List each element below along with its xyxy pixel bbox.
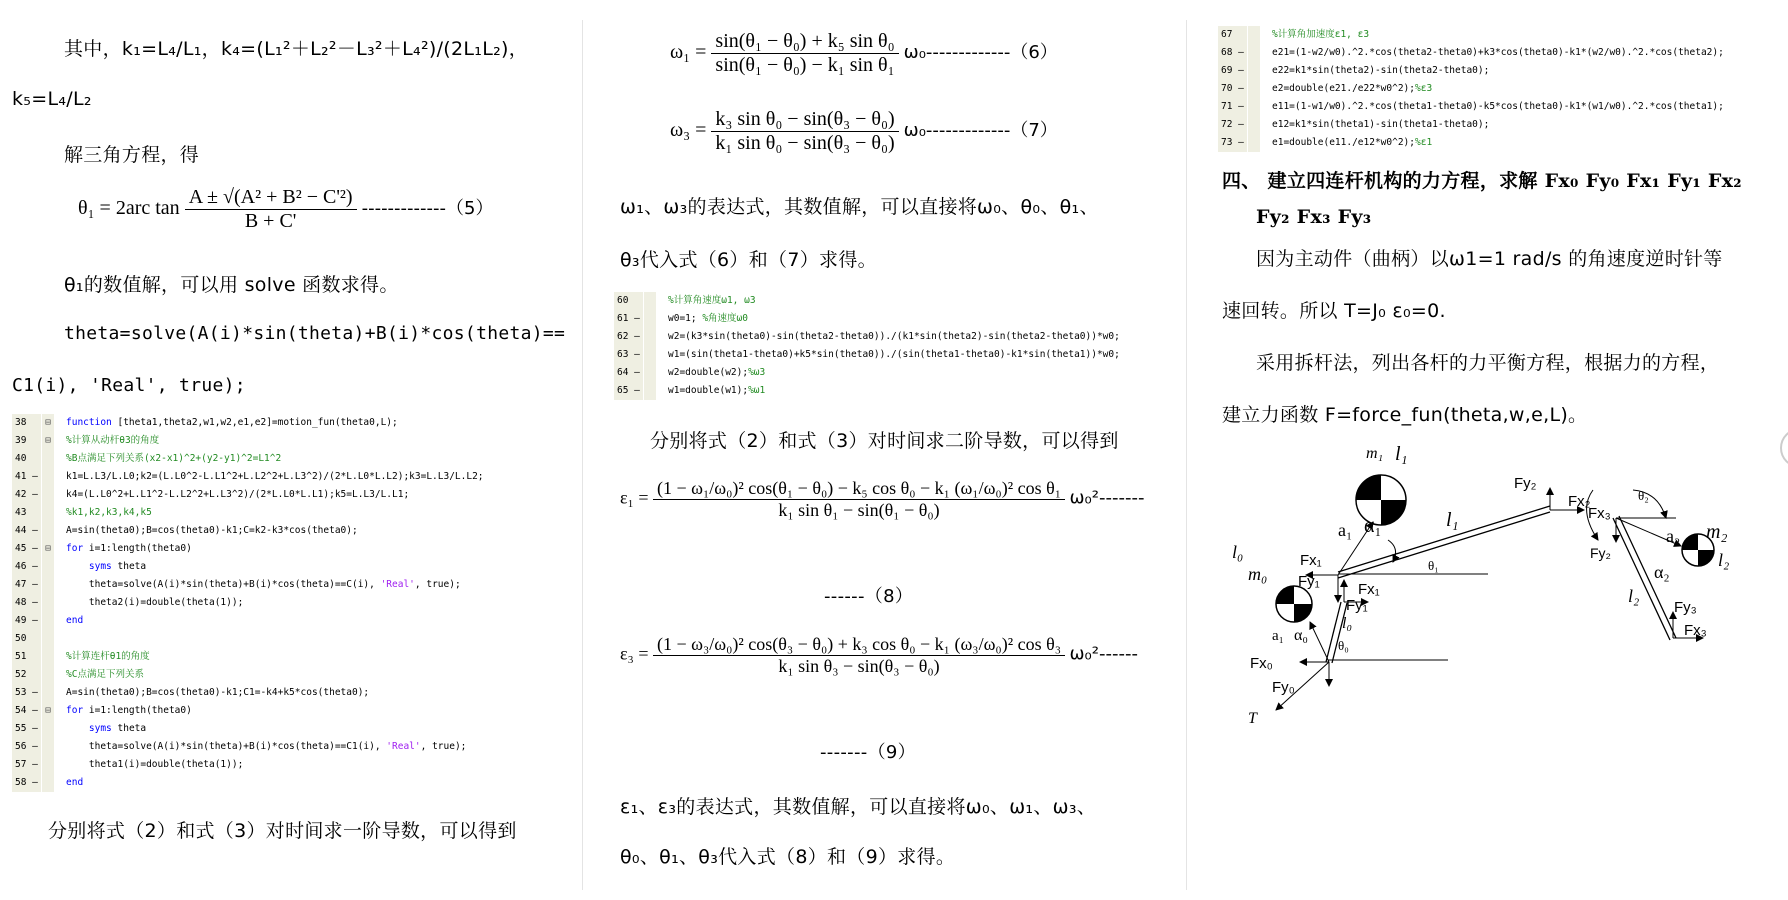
code-text: %计算从动杆θ3的角度 [66,435,160,446]
code-text: %C点满足下列关系 [66,669,144,680]
label-fy1: Fy₁ [1346,597,1368,614]
code-line [1218,80,1748,98]
fold-marker-icon [42,558,54,576]
code-line [12,702,568,720]
line-number: 52 [12,666,41,684]
fold-marker-icon [644,382,656,400]
fold-marker-icon [1248,26,1260,44]
paragraph-omega-substitute: θ₃代入式（6）和（7）求得。 [620,249,877,271]
code-text: for i=1:length(theta0) [66,543,192,554]
code-line [12,432,568,450]
fold-marker-icon[interactable]: ⊟ [42,414,54,432]
equation-8-number: ------（8） [824,586,914,607]
code-line [12,576,568,594]
line-number: 53 – [12,684,41,702]
code-text: A=sin(theta0);B=cos(theta0)-k1;C1=-k4+k5*cos(theta0); [66,687,370,698]
equation-7-lhs: ω₃ = [670,119,707,142]
code-line [1218,98,1748,116]
line-number: 51 [12,648,41,666]
fold-marker-icon [644,310,656,328]
fold-marker-icon [1248,98,1260,116]
line-number: 62 – [614,328,643,346]
label-fy2b: Fy₂ [1590,545,1611,561]
line-number: 43 [12,504,41,522]
code-text: k4=(L.L0^2+L.L1^2-L.L2^2+L.L3^2)/(2*L.L0*L.L1);k5=L.L3/L.L1; [66,489,410,500]
label-fx3: Fx₃ [1588,505,1611,522]
equation-9-numerator: (1 − ω₃/ω₀)² cos(θ₃ − θ₀) + k₃ cos θ₀ − k₁ (ω₃/ω₀)² cos θ₃ [653,634,1065,656]
fold-marker-icon [42,522,54,540]
label-fy3: Fy₃ [1674,599,1697,616]
label-theta0: θ₀ [1338,638,1349,653]
code-line [12,540,568,558]
code-text: theta1(i)=double(theta(1)); [66,759,244,770]
code-text: e1=double(e11./e12*w0^2);%ε1 [1272,137,1433,148]
equation-6-number: ω₀-------------（6） [903,42,1058,64]
line-number: 57 – [12,756,41,774]
code-line [12,468,568,486]
equation-8 [620,478,1144,521]
label-theta2: θ₂ [1638,488,1649,503]
code-text: %计算角速度ω1, ω3 [668,295,756,306]
line-number: 72 – [1218,116,1247,134]
fold-marker-icon [42,774,54,792]
line-number: 69 – [1218,62,1247,80]
fold-marker-icon [42,450,54,468]
code-line [12,684,568,702]
code-text: e21=(1-w2/w0).^2.*cos(theta2-theta0)+k3*cos(theta0)-k1*(w2/w0).^2.*cos(theta2); [1272,47,1724,58]
fold-marker-icon [42,738,54,756]
equation-9 [620,634,1138,677]
fold-marker-icon [42,576,54,594]
line-number: 70 – [1218,80,1247,98]
label-alpha0: α₀ [1294,627,1308,644]
equation-8-denominator: k₁ sin θ₁ − sin(θ₁ − θ₀) [778,500,940,520]
label-theta1: θ₁ [1428,558,1439,573]
label-l1: l₁ [1446,509,1459,531]
code-text: w1=double(w1);%ω1 [668,385,766,396]
code-text: %计算连杆θ1的角度 [66,651,150,662]
fold-marker-icon [644,364,656,382]
fold-marker-icon [42,504,54,522]
line-number: 73 – [1218,134,1247,152]
label-fx1b: Fx₁ [1358,581,1380,598]
label-l0-top: l₀ [1232,542,1244,562]
column-divider [1186,20,1187,890]
section-heading-force-eq: 四、 建立四连杆机构的力方程，求解 Fx₀ Fy₀ Fx₁ Fy₁ Fx₂ [1222,170,1742,192]
code-text: syms theta [88,561,147,572]
code-line [12,738,568,756]
line-number: 55 – [12,720,41,738]
code-text: syms theta [88,723,147,734]
code-text: %计算角加速度ε1, ε3 [1272,29,1370,40]
code-block-angular-accel [1218,26,1748,152]
fold-marker-icon [1248,80,1260,98]
equation-6 [670,30,1058,77]
line-number: 67 [1218,26,1247,44]
fold-marker-icon [644,346,656,364]
code-text: w2=(k3*sin(theta0)-sin(theta2-theta0))./(k1*sin(theta2)-sin(theta2-theta0))*w0; [668,331,1120,342]
line-number: 56 – [12,738,41,756]
label-fy2: Fy₂ [1514,475,1537,492]
fold-marker-icon [42,648,54,666]
paragraph-k5: k₅=L₄/L₂ [12,88,92,110]
equation-7-numerator: k₃ sin θ₀ − sin(θ₃ − θ₀) [711,108,898,132]
fold-marker-icon [42,486,54,504]
paragraph-omega-expr: ω₁、ω₃的表达式，其数值解，可以直接将ω₀、θ₀、θ₁、 [620,196,1099,218]
equation-6-denominator: sin(θ₁ − θ₀) − k₁ sin θ₁ [715,54,895,76]
paragraph-solve-call-cont: C1(i), 'Real', true); [12,375,246,396]
line-number: 54 – [12,702,41,720]
line-number: 45 – [12,540,41,558]
code-block-angular-velocity [614,292,1144,400]
equation-8-numerator: (1 − ω₁/ω₀)² cos(θ₁ − θ₀) − k₅ cos θ₀ − k₁ (ω₁/ω₀)² cos θ₁ [653,478,1065,500]
code-line [1218,116,1748,134]
code-line [12,504,568,522]
line-number: 71 – [1218,98,1247,116]
fold-marker-icon [42,468,54,486]
code-text: for i=1:length(theta0) [66,705,192,716]
paragraph-force-fun: 建立力函数 F=force_fun(theta,w,e,L)。 [1222,404,1588,426]
free-body-diagram [1188,430,1788,840]
column-divider [582,20,583,890]
equation-5 [78,186,493,233]
paragraph-k-definitions: 其中，k₁=L₄/L₁，k₄=(L₁²＋L₂²－L₃²＋L₄²)/(2L₁L₂)， [64,38,529,60]
fold-marker-icon[interactable]: ⊟ [42,702,54,720]
line-number: 65 – [614,382,643,400]
equation-9-number: -------（9） [820,742,916,763]
equation-9-lhs: ε₃ = [620,643,649,664]
code-line [12,612,568,630]
code-text: theta=solve(A(i)*sin(theta)+B(i)*cos(theta)==C1(i), 'Real', true); [66,741,467,752]
label-fy1b: Fy₁ [1298,573,1320,590]
label-alpha2: α₂ [1654,562,1670,582]
label-fx2: Fx₂ [1568,493,1591,510]
equation-6-numerator: sin(θ₁ − θ₀) + k₅ sin θ₀ [711,30,898,54]
fold-marker-icon [42,630,54,648]
code-line [614,382,1144,400]
label-torque: T [1248,710,1257,727]
paragraph-epsilon-expr: ε₁、ε₃的表达式，其数值解，可以直接将ω₀、ω₁、ω₃、 [620,796,1097,818]
line-number: 48 – [12,594,41,612]
equation-7 [670,108,1058,155]
equation-9-tail: ω₀²------ [1069,643,1138,665]
line-number: 42 – [12,486,41,504]
paragraph-crank-rotation: 因为主动件（曲柄）以ω1=1 rad/s 的角速度逆时针等 [1256,248,1723,270]
code-line [12,486,568,504]
code-line [12,630,568,648]
code-text: %k1,k2,k3,k4,k5 [66,507,152,518]
line-number: 64 – [614,364,643,382]
code-line [614,292,1144,310]
line-number: 40 [12,450,41,468]
label-m0: m₀ [1248,564,1268,584]
code-line [12,774,568,792]
code-text: e2=double(e21./e22*w0^2);%ε3 [1272,83,1433,94]
line-number: 38 [12,414,41,432]
code-line [12,666,568,684]
fold-marker-icon [1248,116,1260,134]
code-text: %B点满足下列关系(x2-x1)^2+(y2-y1)^2=L1^2 [66,453,282,464]
paragraph-epsilon-substitute: θ₀、θ₁、θ₃代入式（8）和（9）求得。 [620,846,956,868]
code-text: w2=double(w2);%ω3 [668,367,766,378]
line-number: 50 [12,630,41,648]
fold-marker-icon [42,666,54,684]
code-line [614,328,1144,346]
equation-8-tail: ω₀²------- [1069,487,1145,509]
label-a2: a₂ [1666,526,1681,546]
fold-marker-icon[interactable]: ⊟ [42,432,54,450]
paragraph-torque: 速回转。所以 T=J₀ ε₀=0. [1222,300,1446,322]
label-a1: a₁ [1338,520,1353,540]
equation-5-number: -------------（5） [361,198,494,220]
code-line [614,310,1144,328]
paragraph-second-derivative: 分别将式（2）和式（3）对时间求二阶导数，可以得到 [650,430,1119,452]
fold-marker-icon [42,594,54,612]
code-line [12,414,568,432]
equation-5-lhs: θ₁ = 2arc tan [78,197,180,220]
code-text: k1=L.L3/L.L0;k2=(L.L0^2-L.L1^2+L.L2^2+L.L3^2)/(2*L.L0*L.L2);k3=L.L3/L.L2; [66,471,484,482]
label-fy0: Fy₀ [1272,679,1295,696]
column-left [0,0,580,900]
code-text: end [66,777,84,788]
code-line [1218,134,1748,152]
code-text: w0=1; %角速度ω0 [668,313,748,324]
code-text: theta=solve(A(i)*sin(theta)+B(i)*cos(theta)==C(i), 'Real', true); [66,579,461,590]
line-number: 68 – [1218,44,1247,62]
code-line [12,450,568,468]
code-text: e22=k1*sin(theta2)-sin(theta2-theta0); [1272,65,1490,76]
fold-marker-icon [42,720,54,738]
label-fx3b: Fx₃ [1684,622,1707,639]
code-line [614,364,1144,382]
line-number: 44 – [12,522,41,540]
paragraph-theta1-solve: θ₁的数值解，可以用 solve 函数求得。 [64,274,399,296]
column-middle [584,0,1184,900]
label-m1: m₁ [1366,445,1384,462]
fold-marker-icon [1248,44,1260,62]
code-text: function [theta1,theta2,w1,w2,e1,e2]=motion_fun(theta0,L); [66,417,398,428]
code-line [1218,44,1748,62]
label-a1b: a₁ [1272,628,1284,644]
code-line [12,756,568,774]
fold-marker-icon [42,684,54,702]
column-right [1188,0,1788,900]
code-line [12,558,568,576]
line-number: 61 – [614,310,643,328]
line-number: 39 [12,432,41,450]
fold-marker-icon [42,612,54,630]
code-line [12,648,568,666]
code-text: w1=(sin(theta1-theta0)+k5*sin(theta0))./(sin(theta1-theta0)-k1*sin(theta1))*w0; [668,349,1120,360]
label-l0: l₀ [1342,615,1353,632]
code-line [12,594,568,612]
label-alpha1: α₁ [1364,515,1382,537]
label-fx0: Fx₀ [1250,655,1273,672]
fold-marker-icon [1248,62,1260,80]
code-line [614,346,1144,364]
section-heading-force-eq-cont: Fy₂ Fx₃ Fy₃ [1256,206,1372,228]
fold-marker-icon [644,292,656,310]
fold-marker-icon [644,328,656,346]
equation-6-lhs: ω₁ = [670,41,707,64]
code-text: e11=(1-w1/w0).^2.*cos(theta1-theta0)-k5*cos(theta0)-k1*(w1/w0).^2.*cos(theta1); [1272,101,1724,112]
code-line [12,522,568,540]
code-text: e12=k1*sin(theta1)-sin(theta1-theta0); [1272,119,1490,130]
equation-9-denominator: k₁ sin θ₃ − sin(θ₃ − θ₀) [778,656,940,676]
label-l1-top: l₁ [1395,443,1408,465]
code-text: end [66,615,84,626]
paragraph-method: 采用拆杆法，列出各杆的力平衡方程，根据力的方程， [1256,352,1720,374]
equation-5-denominator: B + C' [244,210,297,232]
fold-marker-icon [1248,134,1260,152]
code-line [12,720,568,738]
equation-5-numerator: A ± √(A² + B² − C'²) [185,186,357,210]
equation-8-lhs: ε₁ = [620,487,649,508]
code-text: A=sin(theta0);B=cos(theta0)-k1;C=k2-k3*cos(theta0); [66,525,358,536]
code-line [1218,62,1748,80]
code-line [1218,26,1748,44]
equation-7-number: ω₀-------------（7） [903,120,1058,142]
paragraph-solve-call: theta=solve(A(i)*sin(theta)+B(i)*cos(theta)== [64,323,566,344]
label-l2-right: l₂ [1718,550,1730,570]
paragraph-first-derivative: 分别将式（2）和式（3）对时间求一阶导数，可以得到 [48,820,517,842]
line-number: 47 – [12,576,41,594]
line-number: 63 – [614,346,643,364]
line-number: 46 – [12,558,41,576]
line-number: 58 – [12,774,41,792]
paragraph-solve-triangle: 解三角方程，得 [64,144,200,166]
code-block-motion-fun [12,414,568,792]
fold-marker-icon [42,756,54,774]
line-number: 41 – [12,468,41,486]
label-fx1: Fx₁ [1300,552,1322,569]
label-m2: m₂ [1706,521,1728,543]
line-number: 49 – [12,612,41,630]
equation-7-denominator: k₁ sin θ₀ − sin(θ₃ − θ₀) [715,132,895,154]
fold-marker-icon[interactable]: ⊟ [42,540,54,558]
code-text: theta2(i)=double(theta(1)); [66,597,244,608]
line-number: 60 [614,292,643,310]
label-l2: l₂ [1628,586,1640,606]
